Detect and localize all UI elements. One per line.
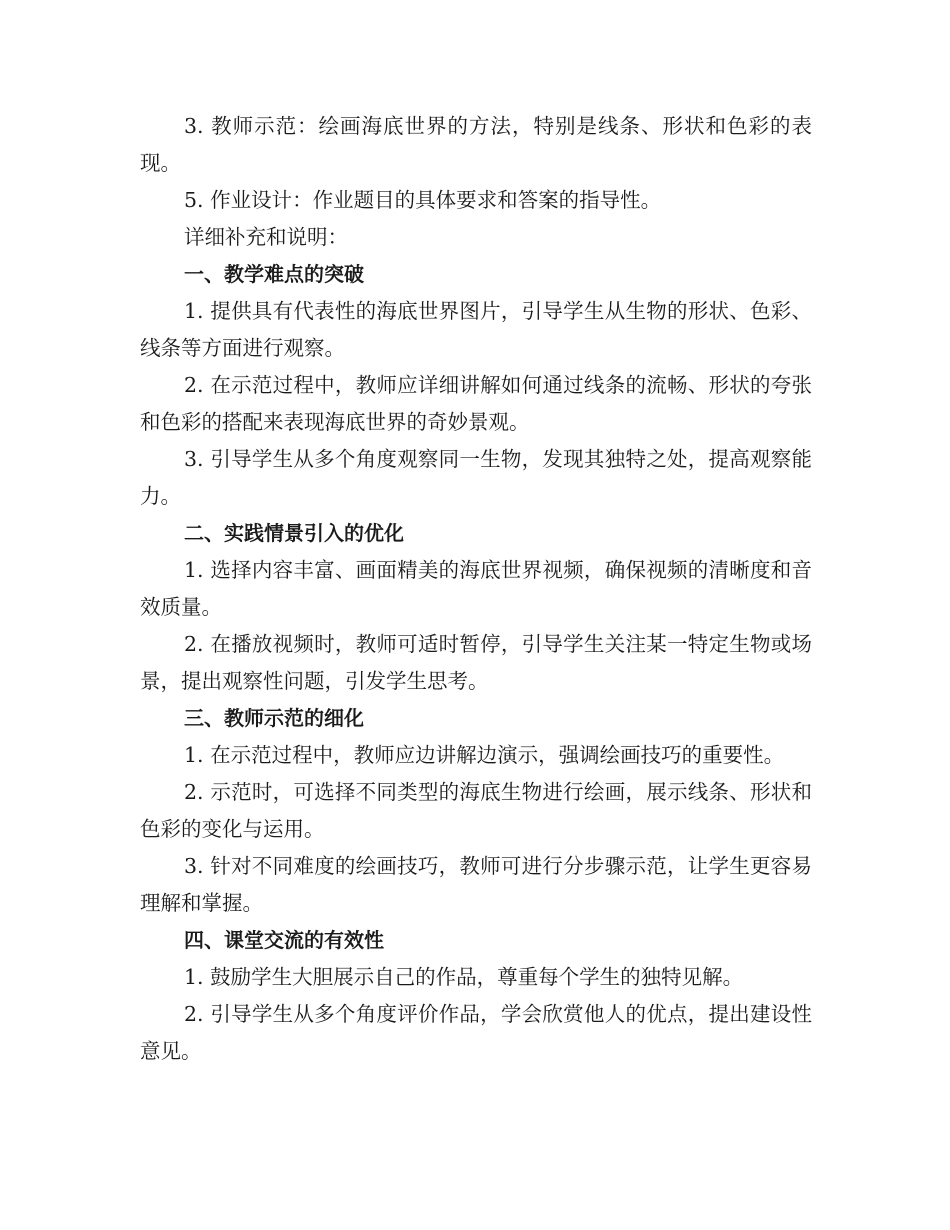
document-body <box>140 108 812 1070</box>
section-heading-demo-detail: 三、教师示范的细化 <box>184 706 364 730</box>
section-heading-scenario: 二、实践情景引入的优化 <box>184 521 404 545</box>
paragraph-homework-design: 5. 作业设计：作业题目的具体要求和答案的指导性。 <box>184 188 662 212</box>
paragraph-demo-method: 3. 教师示范：绘画海底世界的方法，特别是线条、形状和色彩的表现。 <box>140 114 812 175</box>
paragraph-item: 3. 引导学生从多个角度观察同一生物，发现其独特之处，提高观察能力。 <box>140 447 812 508</box>
paragraph-item: 2. 在播放视频时，教师可适时暂停，引导学生关注某一特定生物或场景，提出观察性问题，引发学生思考。 <box>140 632 812 693</box>
paragraph-item: 1. 鼓励学生大胆展示自己的作品，尊重每个学生的独特见解。 <box>184 965 744 989</box>
paragraph-item: 2. 在示范过程中，教师应详细讲解如何通过线条的流畅、形状的夸张和色彩的搭配来表现海底世界的奇妙景观。 <box>140 373 812 434</box>
paragraph-item: 1. 在示范过程中，教师应边讲解边演示，强调绘画技巧的重要性。 <box>184 743 785 767</box>
paragraph-item: 1. 提供具有代表性的海底世界图片，引导学生从生物的形状、色彩、线条等方面进行观察。 <box>140 299 812 360</box>
paragraph-supplement-intro: 详细补充和说明： <box>184 225 348 249</box>
paragraph-item: 3. 针对不同难度的绘画技巧，教师可进行分步骤示范，让学生更容易理解和掌握。 <box>140 854 812 915</box>
section-heading-difficulty: 一、教学难点的突破 <box>184 262 364 286</box>
paragraph-item: 2. 引导学生从多个角度评价作品，学会欣赏他人的优点，提出建设性意见。 <box>140 1002 812 1063</box>
section-heading-communication: 四、课堂交流的有效性 <box>184 928 384 952</box>
paragraph-item: 2. 示范时，可选择不同类型的海底生物进行绘画，展示线条、形状和色彩的变化与运用。 <box>140 780 812 841</box>
paragraph-item: 1. 选择内容丰富、画面精美的海底世界视频，确保视频的清晰度和音效质量。 <box>140 558 812 619</box>
